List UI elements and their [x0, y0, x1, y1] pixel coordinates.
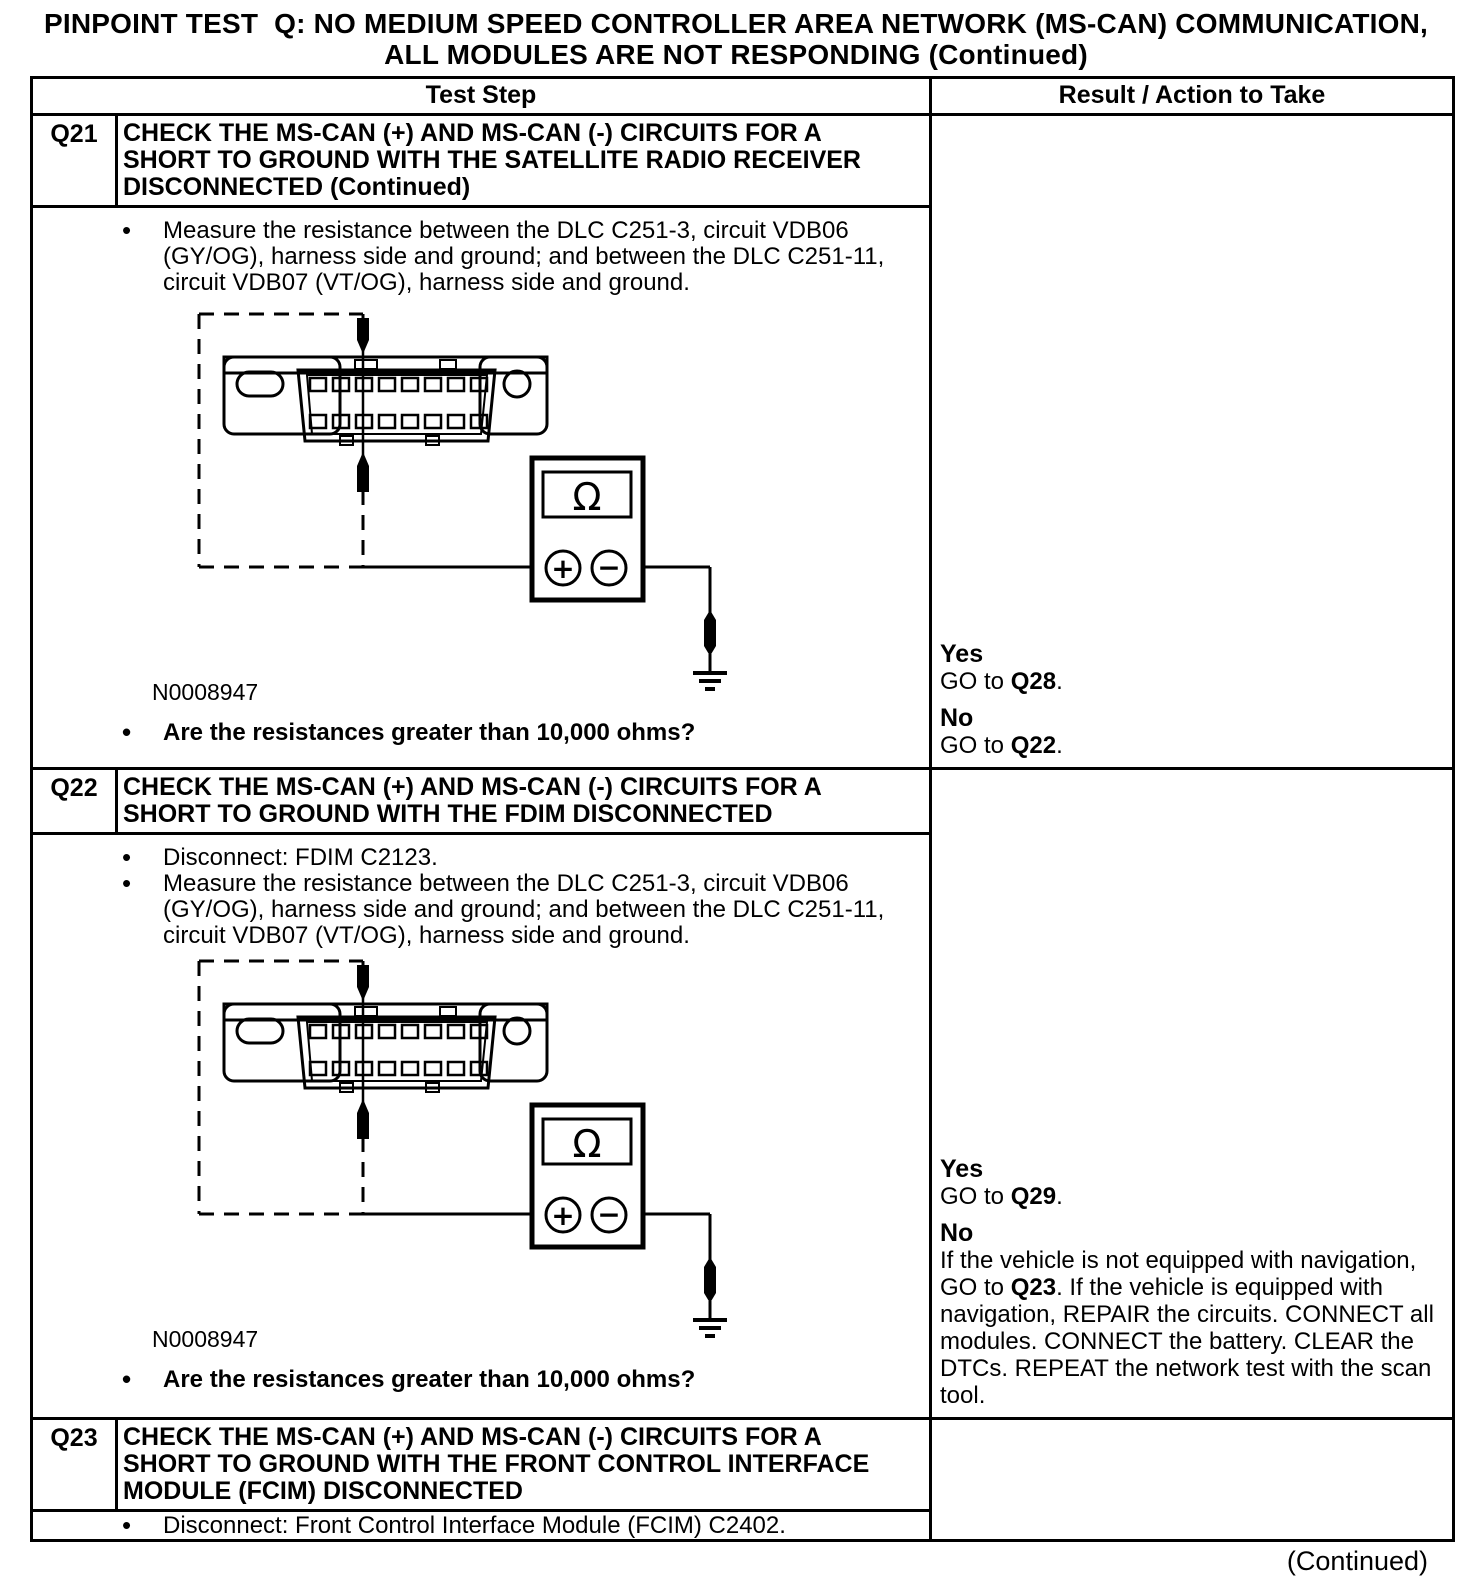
figure-label: N0008947	[152, 1326, 259, 1349]
continued-note: (Continued)	[1286, 1546, 1428, 1576]
no-label: No	[940, 704, 974, 732]
q23-step-title: CHECK THE MS-CAN (+) AND MS-CAN (-) CIRCUITS FOR A SHORT TO GROUND WITH THE FRONT CONTROL INTERFACE MODULE (FCIM) DISCONNECTED	[123, 1423, 870, 1505]
q22-header	[33, 770, 929, 835]
q21-step-id: Q21	[33, 116, 118, 205]
figure-label: N0008947	[152, 679, 259, 702]
test-row-q21	[33, 113, 1452, 767]
yes-label: Yes	[940, 640, 984, 668]
q22-instructions	[33, 845, 929, 949]
q21-result-cell	[932, 116, 1452, 767]
table-header-row	[33, 79, 1452, 113]
q23-instructions	[33, 1513, 929, 1539]
yes-label: Yes	[940, 1155, 984, 1183]
q21-instructions	[33, 218, 929, 296]
q21-wiring-figure	[150, 312, 750, 702]
q21-test-step-cell	[33, 116, 932, 767]
column-header-result: Result / Action to Take	[1058, 81, 1326, 109]
instruction-item: • Measure the resistance between the DLC C251-3, circuit VDB06 (GY/OG), harness side and ground; and between the DLC C251-11, circuit VDB07 (VT/OG), harness side and ground.	[33, 218, 929, 296]
q21-step-body	[33, 218, 929, 767]
page-title-line2: ALL MODULES ARE NOT RESPONDING (Continued)	[384, 39, 1088, 70]
page-title	[0, 8, 1472, 70]
q23-result-cell	[932, 1420, 1452, 1539]
q21-step-title: CHECK THE MS-CAN (+) AND MS-CAN (-) CIRCUITS FOR A SHORT TO GROUND WITH THE SATELLITE RADIO RECEIVER DISCONNECTED (Continued)	[123, 119, 861, 201]
test-row-q22	[33, 767, 1452, 1417]
q22-step-id: Q22	[33, 770, 118, 832]
q22-question: • Are the resistances greater than 10,000 ohms?	[33, 1367, 929, 1393]
yes-action: GO to Q29.	[940, 1183, 1063, 1210]
q23-step-body	[33, 1513, 929, 1539]
no-action: GO to Q22.	[940, 732, 1063, 759]
column-header-test-step: Test Step	[33, 79, 932, 113]
q22-step-body	[33, 845, 929, 1417]
yes-action: GO to Q28.	[940, 668, 1063, 695]
q23-test-step-cell	[33, 1420, 932, 1539]
q21-header	[33, 116, 929, 208]
no-action: If the vehicle is not equipped with navigation, GO to Q23. If the vehicle is equipped with navigation, REPAIR the circuits. CONNECT all modules. CONNECT the battery. CLEAR the DTCs. REPEAT the network test with the scan tool.	[940, 1247, 1434, 1409]
test-row-q23	[33, 1417, 1452, 1539]
instruction-item: • Disconnect: Front Control Interface Module (FCIM) C2402.	[33, 1513, 929, 1539]
page-title-line1: PINPOINT TEST Q: NO MEDIUM SPEED CONTROLLER AREA NETWORK (MS-CAN) COMMUNICATION,	[43, 8, 1428, 39]
pinpoint-test-table	[30, 76, 1455, 1542]
instruction-item: • Measure the resistance between the DLC C251-3, circuit VDB06 (GY/OG), harness side and ground; and between the DLC C251-11, circuit VDB07 (VT/OG), harness side and ground.	[33, 871, 929, 949]
q21-question: • Are the resistances greater than 10,000 ohms?	[33, 720, 929, 746]
q23-header	[33, 1420, 929, 1512]
q22-wiring-figure	[150, 959, 750, 1349]
q22-step-title: CHECK THE MS-CAN (+) AND MS-CAN (-) CIRCUITS FOR A SHORT TO GROUND WITH THE FDIM DISCONNECTED	[123, 773, 821, 828]
q23-step-id: Q23	[33, 1420, 118, 1509]
no-label: No	[940, 1219, 974, 1247]
instruction-item: • Disconnect: FDIM C2123.	[33, 845, 929, 871]
q22-test-step-cell	[33, 770, 932, 1417]
q22-result-cell	[932, 770, 1452, 1417]
